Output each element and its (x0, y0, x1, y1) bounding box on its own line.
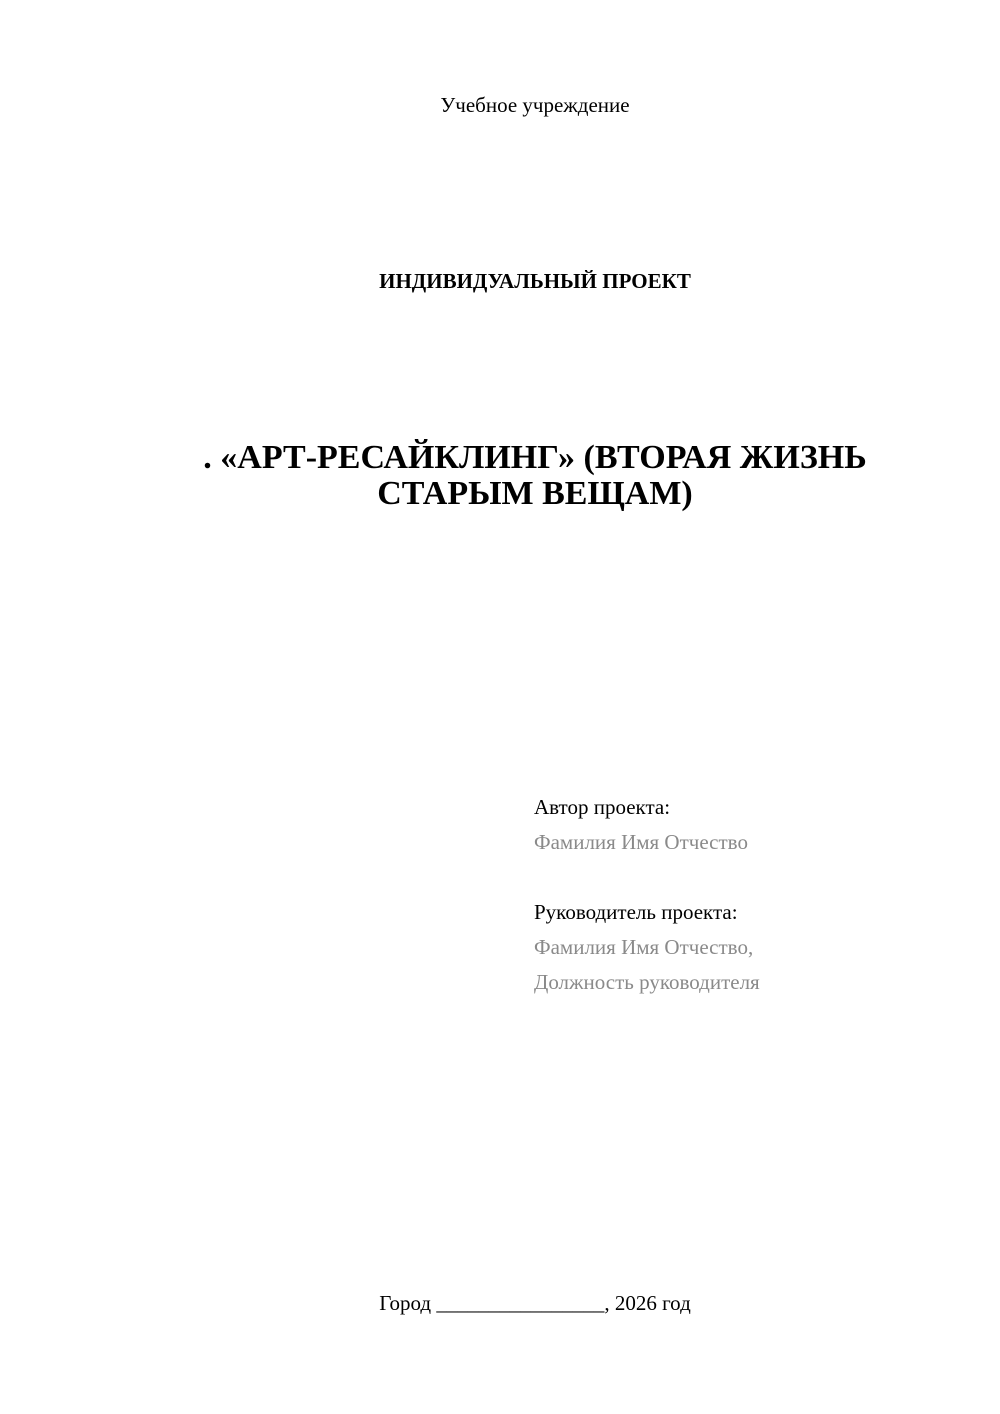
project-title-line-2: СТАРЫМ ВЕЩАМ) (377, 475, 693, 512)
author-name: Фамилия Имя Отчество (534, 830, 748, 854)
credits-spacer (534, 860, 954, 895)
credits-block (534, 790, 954, 1000)
supervisor-label: Руководитель проекта: (534, 900, 738, 924)
document-type: ИНДИВИДУАЛЬНЫЙ ПРОЕКТ (379, 269, 691, 293)
supervisor-name: Фамилия Имя Отчество, (534, 935, 754, 959)
project-title (150, 440, 920, 512)
author-label: Автор проекта: (534, 795, 671, 819)
supervisor-position: Должность руководителя (534, 970, 760, 994)
city-year-line: Город ________________, 2026 год (379, 1291, 691, 1315)
project-title-line-1: . «АРТ-РЕСАЙКЛИНГ» (ВТОРАЯ ЖИЗНЬ (203, 439, 867, 476)
institution-name: Учебное учреждение (440, 93, 630, 117)
